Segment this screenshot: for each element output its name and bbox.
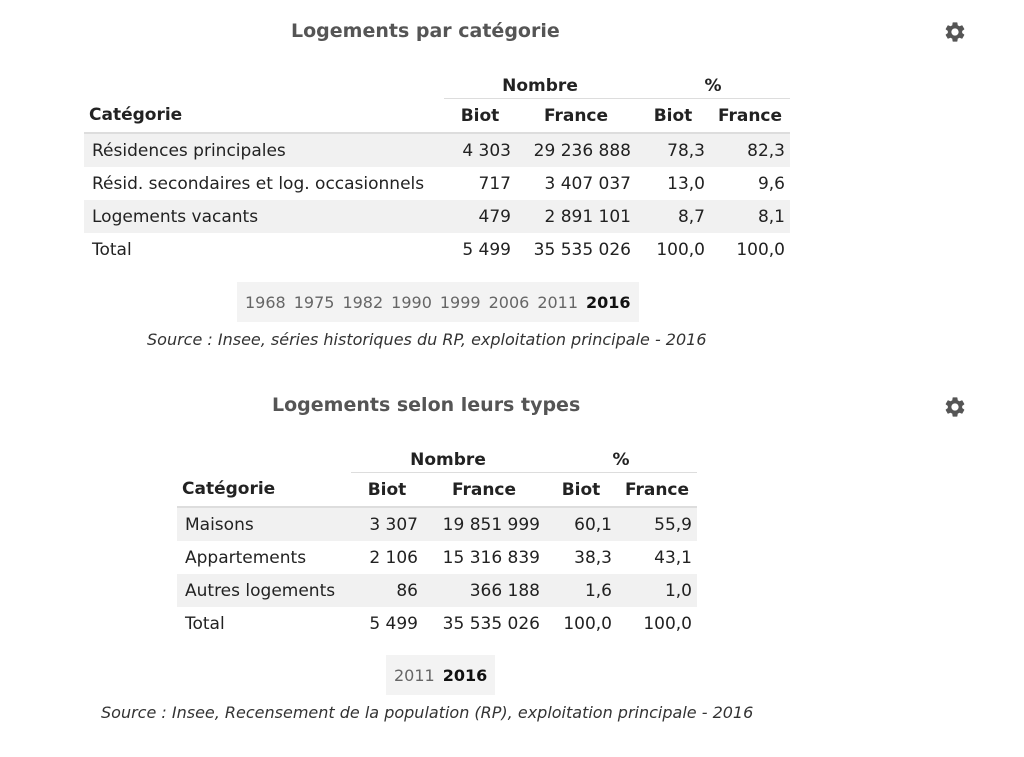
column-header-biot: Biot <box>444 99 516 134</box>
column-header-france-pct: France <box>617 473 697 508</box>
table-row <box>177 574 697 607</box>
column-header-france: France <box>423 473 545 508</box>
row-label: Total <box>92 239 132 260</box>
source-note: Source : Insee, Recensement de la population (RP), exploitation principale - 2016 <box>101 703 754 722</box>
cell-value: 9,6 <box>757 173 785 194</box>
group-header-nombre: Nombre <box>444 66 636 99</box>
row-label: Total <box>185 613 225 634</box>
cell-value: 100,0 <box>563 613 612 634</box>
group-header-percent: % <box>545 440 697 473</box>
column-header-france-pct: France <box>710 99 790 134</box>
source-note: Source : Insee, séries historiques du RP, exploitation principale - 2016 <box>147 330 707 349</box>
cell-value: 717 <box>478 173 511 194</box>
year-option-active[interactable]: 2016 <box>586 292 631 312</box>
cell-value: 2 106 <box>369 547 418 568</box>
cell-value: 15 316 839 <box>442 547 540 568</box>
group-header-percent: % <box>636 66 790 99</box>
year-option[interactable]: 1982 <box>342 292 384 312</box>
table-row-total <box>84 233 790 266</box>
cell-value: 55,9 <box>617 507 697 541</box>
table-row <box>84 200 790 233</box>
cell-value: 60,1 <box>545 507 617 541</box>
cell-value: 78,3 <box>636 133 710 167</box>
cell-value: 13,0 <box>667 173 705 194</box>
cell-value: 29 236 888 <box>516 133 636 167</box>
year-option[interactable]: 1968 <box>245 292 286 312</box>
cell-value: 8,7 <box>636 200 710 233</box>
gear-icon[interactable] <box>943 395 967 419</box>
gear-icon[interactable] <box>943 20 967 44</box>
table-row <box>177 507 697 541</box>
cell-value: 2 891 101 <box>516 200 636 233</box>
row-label: Résidences principales <box>84 133 444 167</box>
cell-value: 1,6 <box>545 574 617 607</box>
column-header-france: France <box>516 99 636 134</box>
year-selector <box>237 282 639 322</box>
column-header-biot-pct: Biot <box>545 473 617 508</box>
year-option[interactable]: 2006 <box>488 292 530 312</box>
cell-value: 19 851 999 <box>423 507 545 541</box>
table-row <box>84 167 790 200</box>
cell-value: 4 303 <box>444 133 516 167</box>
cell-value: 82,3 <box>710 133 790 167</box>
cell-value: 100,0 <box>643 613 692 634</box>
year-option-active[interactable]: 2016 <box>442 665 488 685</box>
year-option[interactable]: 1999 <box>439 292 481 312</box>
widget-title: Logements selon leurs types <box>272 394 581 416</box>
column-header-biot: Biot <box>351 473 423 508</box>
row-label: Résid. secondaires et log. occasionnels <box>92 173 425 194</box>
cell-value: 3 307 <box>351 507 423 541</box>
cell-value: 8,1 <box>710 200 790 233</box>
cell-value: 3 407 037 <box>544 173 631 194</box>
column-header-categorie: Catégorie <box>84 99 444 134</box>
cell-value: 86 <box>351 574 423 607</box>
year-option[interactable]: 1975 <box>293 292 335 312</box>
table-row <box>177 541 697 574</box>
row-label: Appartements <box>185 547 307 568</box>
column-header-categorie: Catégorie <box>177 473 351 508</box>
group-header-nombre: Nombre <box>351 440 545 473</box>
row-label: Autres logements <box>177 574 351 607</box>
cell-value: 100,0 <box>656 239 705 260</box>
table-logements-par-categorie <box>84 66 790 266</box>
cell-value: 35 535 026 <box>533 239 631 260</box>
cell-value: 1,0 <box>617 574 697 607</box>
cell-value: 35 535 026 <box>442 613 540 634</box>
table-row-total <box>177 607 697 640</box>
column-header-biot-pct: Biot <box>636 99 710 134</box>
widget-title: Logements par catégorie <box>291 20 560 42</box>
row-label: Logements vacants <box>84 200 444 233</box>
table-logements-selon-types <box>177 440 697 640</box>
table-row <box>84 133 790 167</box>
cell-value: 43,1 <box>654 547 692 568</box>
year-option[interactable]: 2011 <box>394 665 435 685</box>
cell-value: 5 499 <box>369 613 418 634</box>
cell-value: 479 <box>444 200 516 233</box>
year-selector <box>386 655 495 695</box>
cell-value: 38,3 <box>574 547 612 568</box>
year-option[interactable]: 1990 <box>391 292 432 312</box>
row-label: Maisons <box>177 507 351 541</box>
cell-value: 5 499 <box>462 239 511 260</box>
cell-value: 366 188 <box>423 574 545 607</box>
year-option[interactable]: 2011 <box>537 292 579 312</box>
cell-value: 100,0 <box>736 239 785 260</box>
